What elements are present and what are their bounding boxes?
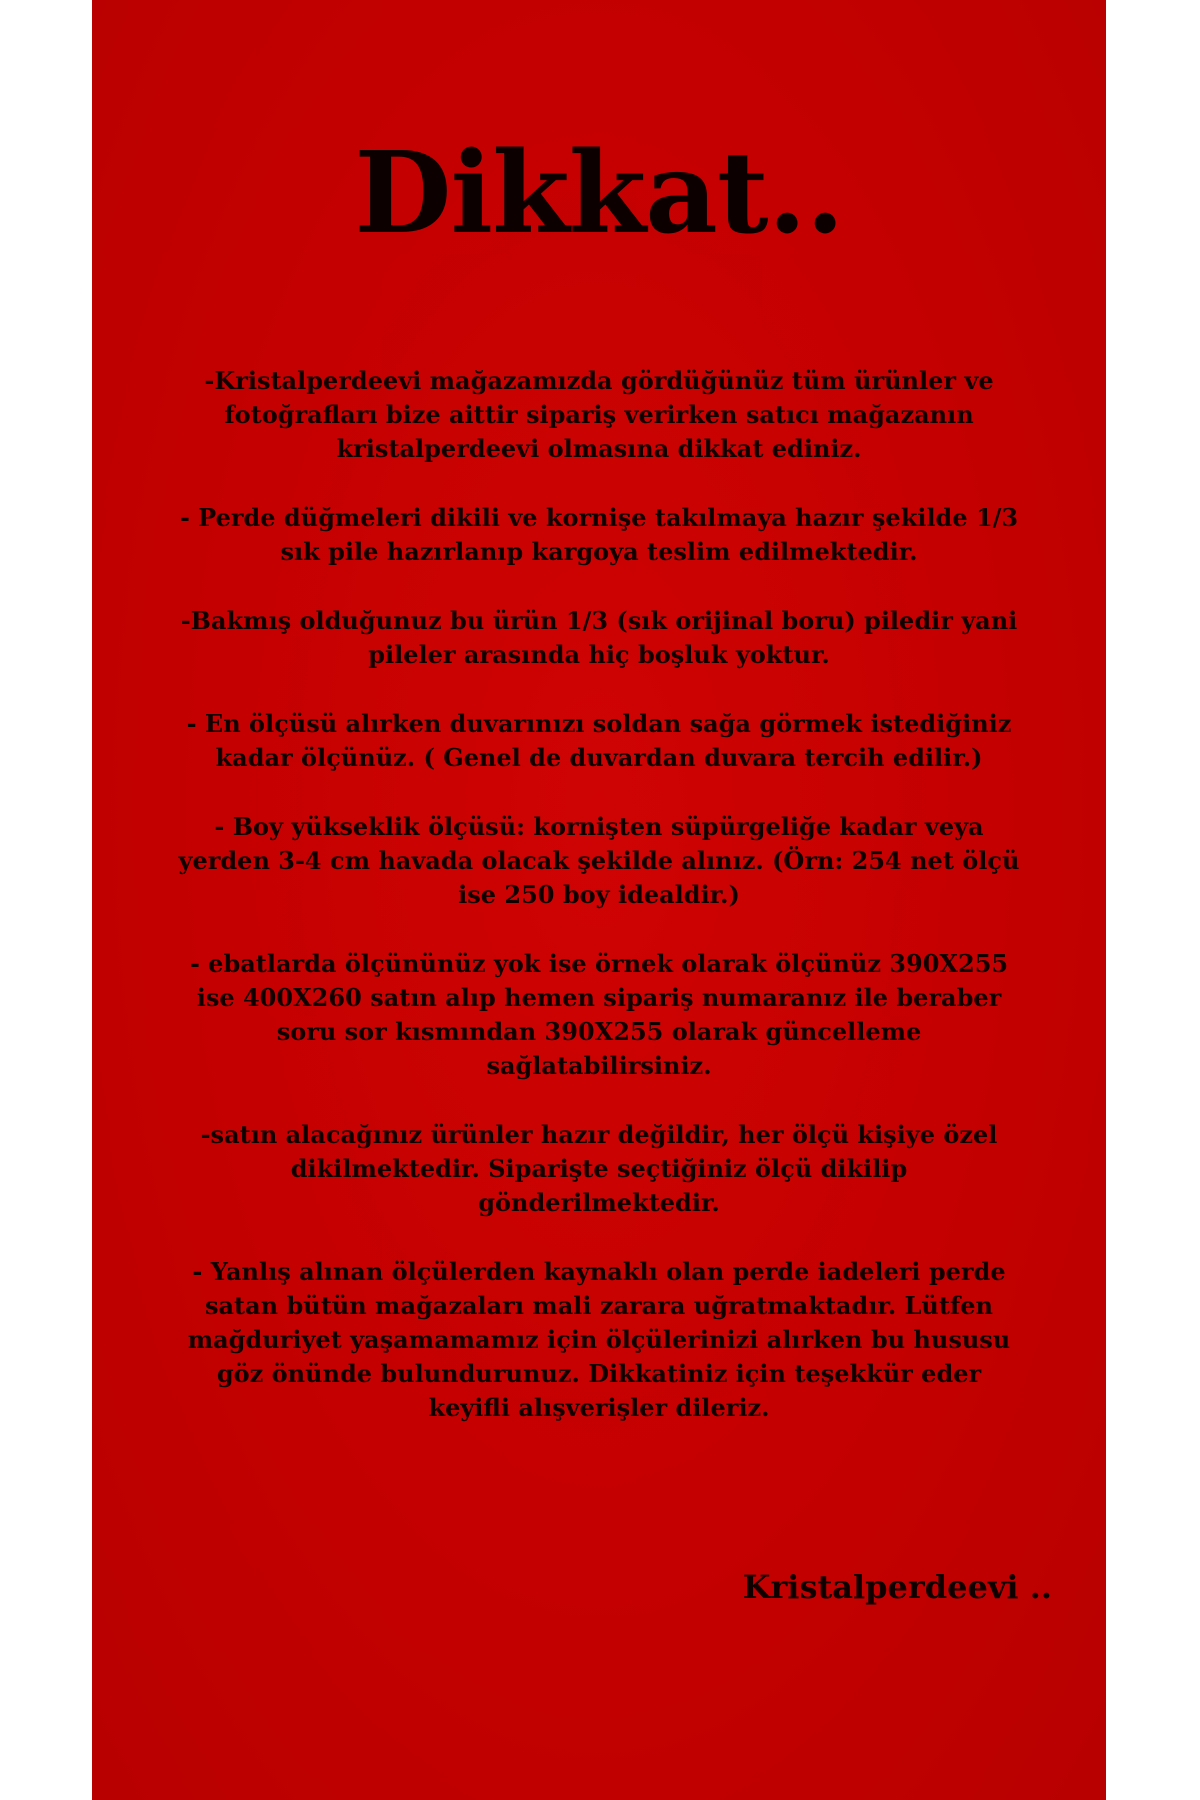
notice-paragraph-store-ownership: -Kristalperdeevi mağazamızda gördüğünüz tüm ürünler ve fotoğrafları bize aittir sipariş verirken satıcı mağazanın kristalperdeevi olmasına dikkat ediniz. <box>204 366 994 463</box>
notice-paragraph-buttons-sewn: - Perde düğmeleri dikili ve kornişe takılmaya hazır şekilde 1/3 sık pile hazırlanıp kargoya teslim edilmektedir. <box>179 503 1019 566</box>
notice-paragraph-size-update: - ebatlarda ölçününüz yok ise örnek olarak ölçünüz 390X255 ise 400X260 satın alıp hemen sipariş numaranız ile beraber soru sor kısmından 390X255 olarak güncelleme sağlatabilirsiniz. <box>189 949 1009 1080</box>
notice-paragraph-returns-warning: - Yanlış alınan ölçülerden kaynaklı olan perde iadeleri perde satan bütün mağazaları mali zarara uğratmaktadır. Lütfen mağduriyet yaşamamamız için ölçülerinizi alırken bu hususu göz önünde bulundurunuz. Dikkatiniz için teşekkür eder keyifli alışverişler dileriz. <box>187 1257 1011 1422</box>
notice-paragraph-height-measure: - Boy yükseklik ölçüsü: kornişten süpürgeliğe kadar veya yerden 3-4 cm havada olacak şekilde alınız. (Örn: 254 net ölçü ise 250 boy idealdir.) <box>178 812 1020 909</box>
store-signature: Kristalperdeevi .. <box>742 1568 1052 1606</box>
notice-paragraph-custom-made: -satın alacağınız ürünler hazır değildir, her ölçü kişiye özel dikilmektedir. Siparişte seçtiğiniz ölçü dikilip gönderilmektedir. <box>200 1120 998 1217</box>
notice-paragraph-pleat-type: -Bakmış olduğunuz bu ürün 1/3 (sık orijinal boru) piledir yani pileler arasında hiç boşluk yoktur. <box>180 606 1018 669</box>
notice-title: Dikkat.. <box>354 128 844 259</box>
notice-body <box>122 364 1076 1460</box>
notice-paragraph-width-measure: - En ölçüsü alırken duvarınızı soldan sağa görmek istediğiniz kadar ölçünüz. ( Genel de duvardan duvara tercih edilir.) <box>186 709 1012 772</box>
notice-poster <box>92 0 1106 1800</box>
